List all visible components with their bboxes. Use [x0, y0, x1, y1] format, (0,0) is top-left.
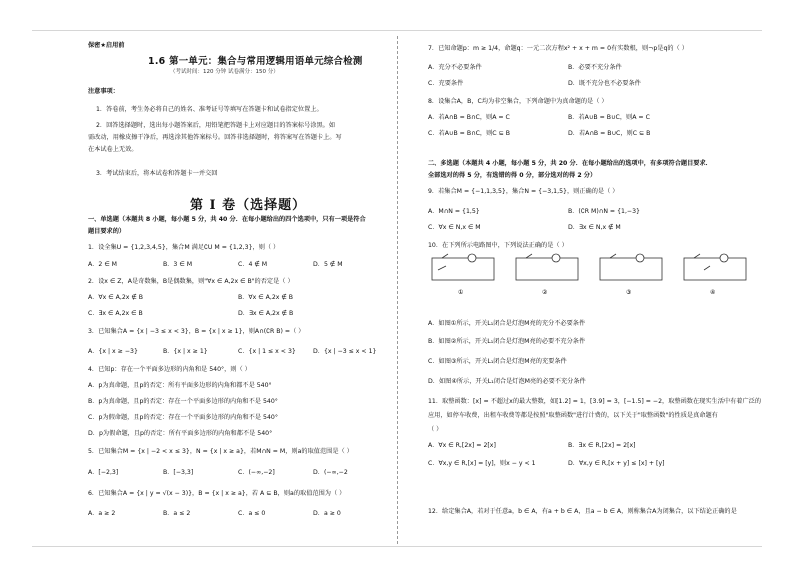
section-heading: 二、多选题（本题共 4 小题，每小题 5 分，共 20 分．在每小题给出的选项中，有多项符合题目要求．: [428, 160, 712, 167]
switch-icon: [526, 254, 532, 258]
option: D．(−∞,−2: [313, 469, 348, 476]
option: D．∃x ∈ N,x ∉ M: [568, 224, 621, 231]
question-11: 11．取整函数：[x] = 不超过x的最大整数，如[1.2] = 1，[3.9] = 3，[−1.5] = −2，取整函数在现实生活中有着广泛的: [428, 398, 762, 405]
option: A．∀x ∈ A,2x ∉ B: [88, 294, 144, 301]
option: A．a ≥ 2: [88, 510, 116, 517]
circuit-label: ③: [626, 289, 632, 296]
circuit-diagrams: [428, 252, 768, 298]
notice-item: 1．答卷前，考生务必将自己的姓名、准考证号等填写在答题卡和试卷指定位置上。: [96, 106, 323, 113]
option: C．4 ∉ M: [238, 261, 268, 268]
option: C．(−∞,−2]: [238, 469, 275, 476]
question-1: 1．设全集U = {1,2,3,4,5}，集合M 满足∁U M = {1,2,3}，则（ ）: [88, 244, 280, 251]
option: B．必要不充分条件: [568, 64, 622, 71]
option: B．∃x ∈ R,[2x] = 2[x]: [568, 442, 636, 449]
option: C．充要条件: [428, 80, 464, 87]
circuit-label: ②: [542, 289, 548, 296]
section-heading: 一、单选题（本题共 8 小题，每小题 5 分，共 40 分．在每小题给出的四个选项中，只有一项是符合: [88, 216, 366, 223]
question-12: 12．给定集合A，若对于任意a，b ∈ A，有a + b ∈ A，且a − b ∈ A，则称集合A为闭集合，以下结论正确的是: [428, 508, 737, 515]
switch-icon: [694, 254, 700, 258]
option: C．∃x ∈ A,2x ∈ B: [88, 310, 143, 317]
circuit-1: [432, 258, 494, 280]
question-4: 4．已知p：存在一个平面多边形的内角和是 540°，则（ ）: [88, 366, 251, 373]
question-11-cont: 应用，如停车收费，出租车收费等都是按照"取整函数"进行计费的，以下关于"取整函数"的性质是真命题有: [428, 412, 718, 419]
option: B．3 ∈ M: [163, 261, 193, 268]
question-2: 2．设x ∈ Z，A是奇数集，B是偶数集，则"∀x ∈ A,2x ∈ B"的否定是（ ）: [88, 278, 294, 285]
section-heading: 全部选对的得 5 分，有选错的得 0 分，部分选对的得 2 分）: [428, 172, 597, 179]
exam-info: （考试时间：120 分钟 试卷满分：150 分）: [170, 69, 279, 75]
question-3: 3．已知集合A = {x | −3 ≤ x < 3}，B = {x | x ≥ 1}，则A∩(∁R B) =（ ）: [88, 328, 305, 335]
switch-icon: [438, 266, 446, 270]
option: A．充分不必要条件: [428, 64, 482, 71]
lamp-icon: [552, 254, 560, 262]
switch-icon: [442, 254, 448, 258]
option: D．a ≥ 0: [313, 510, 341, 517]
option: D．∃x ∈ A,2x ∉ B: [238, 310, 294, 317]
option: B．{x | x ≥ 1}: [163, 348, 208, 355]
notice-item: 3．考试结束后，将本试卷和答题卡一并交回: [96, 170, 218, 177]
option: D．既不充分也不必要条件: [568, 80, 641, 87]
notice-heading: 注意事项：: [88, 88, 119, 95]
option: C．{x | 1 ≤ x < 3}: [238, 348, 296, 355]
lamp-icon: [636, 254, 644, 262]
question-5: 5．已知集合M = {x | −2 < x ≤ 3}，N = {x | x ≥ a}，若M∩N = M，则a的取值范围是（ ）: [88, 448, 353, 455]
option: A．{x | x ≥ −3}: [88, 348, 138, 355]
question-6: 6．已知集合A = {x | y = √(x − 3)}，B = {x | x ≥ a}，若 A ⊆ B，则a的取值范围为（ ）: [88, 490, 346, 497]
switch-icon: [610, 254, 616, 258]
question-7: 7．已知命题p：m ≥ 1/4，命题q：一元二次方程x² + x + m = 0有实数根，则¬p是q的（ ）: [428, 45, 688, 52]
section-heading: 题目要求的）: [88, 228, 126, 235]
notice-item: 需改动，用橡皮擦干净后，再选涂其他答案标号。回答非选择题时，将答案写在答题卡上。写: [88, 134, 342, 141]
option: D．5 ∉ M: [313, 261, 343, 268]
option: B．[−3,3]: [163, 469, 194, 476]
question-9: 9．若集合M = {−1,1,3,5}，集合N = {−3,1,5}，则正确的是（ ）: [428, 188, 619, 195]
option: C．若A∪B = B∩C，则C ⊆ B: [428, 130, 510, 137]
option: A．如图①所示，开关L₁闭合是灯泡M亮的充分不必要条件: [428, 320, 586, 327]
option: C．如图③所示，开关L₁闭合是灯泡M亮的充要条件: [428, 358, 567, 365]
circuit-label: ④: [710, 289, 716, 296]
question-10: 10．在下列所示电路图中，下列说法正确的是（ ）: [428, 242, 568, 249]
option: C．∀x ∈ N,x ∈ M: [428, 224, 481, 231]
option: B．(∁R M)∩N = {1,−3}: [568, 208, 640, 215]
option: D．{x | −3 ≤ x < 1}: [313, 348, 377, 355]
option: C．p为假命题，且p的否定：存在一个平面多边形的内角和不是 540°: [88, 414, 278, 421]
lamp-icon: [720, 254, 728, 262]
option: A．2 ∈ M: [88, 261, 118, 268]
option: A．∀x ∈ R,[2x] = 2[x]: [428, 442, 496, 449]
option: D．p为假命题，且p的否定：所有平面多边形的内角和都不是 540°: [88, 430, 273, 437]
question-11-cont: （ ）: [428, 426, 443, 433]
circuit-3: [600, 258, 662, 280]
option: B．a ≤ 2: [163, 510, 191, 517]
lamp-icon: [468, 254, 476, 262]
question-8: 8．设集合A，B，C均为非空集合，下列命题中为真命题的是（ ）: [428, 98, 608, 105]
option: D．若A∩B = B∪C，则C ⊆ B: [568, 130, 651, 137]
part-heading: 第 I 卷（选择题）: [190, 198, 307, 213]
option: B．如图②所示，开关L₁闭合是灯泡M亮的必要不充分条件: [428, 338, 586, 345]
option: A．若A∩B = B∩C，则A = C: [428, 114, 510, 121]
option: D．∀x,y ∈ R,[x + y] ≤ [x] + [y]: [568, 460, 665, 467]
page-title: 1.6 第一单元：集合与常用逻辑用语单元综合检测: [148, 56, 363, 67]
circuit-label: ①: [458, 289, 464, 296]
circuit-2: [516, 258, 578, 280]
option: C．a ≤ 0: [238, 510, 266, 517]
option: A．M∩N = {1,5}: [428, 208, 480, 215]
option: A．[−2,3]: [88, 469, 119, 476]
option: B．若A∪B = B∪C，则A = C: [568, 114, 650, 121]
option: B．∀x ∈ A,2x ∉ B: [238, 294, 294, 301]
option: A．p为真命题，且p的否定：所有平面多边形的内角和都不是 540°: [88, 382, 272, 389]
secret-label: 保密★启用前: [88, 42, 125, 49]
notice-item: 在本试卷上无效。: [88, 146, 138, 153]
switch-icon: [704, 266, 710, 270]
circuit-4: [684, 258, 746, 280]
option: B．p为真命题，且p的否定：存在一个平面多边形的内角和不是 540°: [88, 398, 278, 405]
column-divider: [397, 36, 398, 544]
option: C．∀x,y ∈ R,[x] = [y]，则x − y < 1: [428, 460, 536, 467]
notice-item: 2．回答选择题时，选出每小题答案后，用铅笔把答题卡上对应题目的答案标号涂黑。如: [96, 122, 336, 129]
option: D．如图④所示，开关L₁闭合是灯泡M亮的必要不充分条件: [428, 378, 586, 385]
